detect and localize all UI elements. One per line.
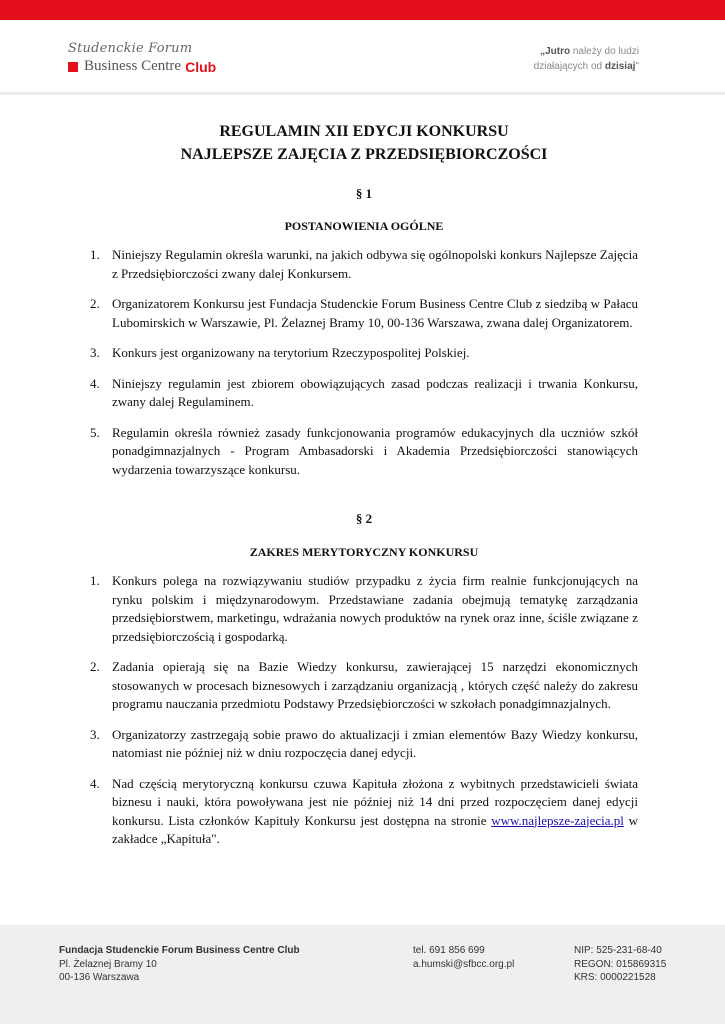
list-item: 2. Zadania opierają się na Bazie Wiedzy konkursu, zawierającej 15 narzędzi ekonomicznych stosowanych w procesach biznesowych i zarządzaniu organizacją , których część należy do zakresu programu nauczania przedmiotu Podstawy Przedsiębiorczości w szkołach ponadgimnazjalnych. [90,659,638,711]
footer-address [59,944,300,985]
list-item: 5. Regulamin określa również zasady funkcjonowania programów edukacyjnych dla uczniów szkół ponadgimnazjalnych - Program Ambasadorski i Akademia Przedsiębiorczości stanowiących wydarzenia towarzyszące konkursu. [90,424,638,477]
logo-script-text: Studenckie Forum [68,41,193,56]
logo-red-square [68,62,78,72]
document-body [90,120,638,849]
slogan-bold-2: dzisiaj [604,61,636,72]
section-2-heading: ZAKRES MERYTORYCZNY KONKURSU [249,545,479,559]
list-item: 3. Organizatorzy zastrzegają sobie prawo do aktualizacji i zmian elementów Bazy Wiedzy konkursu, natomiast nie później niż w dniu rozpoczęcia danej edycji. [90,726,638,760]
top-red-bar [0,0,725,20]
list-item: 4. Nad częścią merytoryczną konkursu czuwa Kapituła złożona z wybitnych przedstawicieli świata biznesu i nauki, która powoływana jest nie później niż 14 dni przed rozpoczęciem danej edycji konkursu. Lista członków Kapituły Konkursu jest dostępna na stronie www.najlepsze-zajecia.pl w zakładce „Kapituła". [90,775,639,846]
sfbcc-logo [68,42,216,75]
page-header [0,20,725,92]
footer-regon: REGON: 015869315 [574,958,667,970]
doc-title-line-2: NAJLEPSZE ZAJĘCIA Z PRZEDSIĘBIORCZOŚCI [180,146,548,163]
section-1-heading: POSTANOWIENIA OGÓLNE [284,219,444,233]
footer-email[interactable]: a.humski@sfbcc.org.pl [413,958,515,970]
kapitula-link[interactable]: www.najlepsze-zajecia.pl [491,812,624,828]
footer-nip: NIP: 525-231-68-40 [574,945,662,956]
doc-title-line-1: REGULAMIN XII EDYCJI KONKURSU [219,123,509,140]
footer-org-name: Fundacja Studenckie Forum Business Centre Club [59,945,300,956]
slogan [534,44,639,74]
slogan-bold-1: „Jutro [540,46,571,57]
list-item: 4. Niniejszy regulamin jest zbiorem obowiązujących zasad podczas realizacji i trwania Konkursu, zwany dalej Regulaminem. [90,375,638,409]
footer-city: 00-136 Warszawa [59,972,140,983]
slogan-rest-1: należy do ludzi [570,46,639,57]
section-2-list [90,572,638,849]
logo-club-text: Club [185,58,217,75]
list-item: 2. Organizatorem Konkursu jest Fundacja Studenckie Forum Business Centre Club z siedzibą w Pałacu Lubomirskich w Warszawie, Pl. Żelaznej Bramy 10, 00-136 Warszawa, zwana dalej Organizatorem. [90,296,638,330]
slogan-end-2: " [635,61,639,72]
page-footer [0,925,725,1024]
footer-street: Pl. Żelaznej Bramy 10 [59,958,157,970]
section-1-symbol: § 1 [355,186,373,201]
footer-phone: tel. 691 856 699 [413,945,485,956]
list-item: 1. Konkurs polega na rozwiązywaniu studiów przypadku z życia firm realnie funkcjonujących na rynku polskim i międzynarodowym. Przedstawiane zadania obejmują tematykę zarządzania przedsiębiorstwem, marketingu, wdrażania nowych produktów na rynek oraz inne, ściśle związane z przedsiębiorczością i gospodarką. [90,573,638,644]
section-2-symbol: § 2 [355,511,373,526]
footer-registry [574,944,666,985]
header-divider [0,92,725,95]
logo-main-text: Business Centre [84,58,182,74]
footer-contact [413,944,514,971]
section-1-list [90,246,638,479]
list-item: 1. Niniejszy Regulamin określa warunki, na jakich odbywa się ogólnopolski konkurs Najlepsze Zajęcia z Przedsiębiorczości zwany dalej Konkursem. [90,247,638,281]
list-item: 3. Konkurs jest organizowany na terytorium Rzeczypospolitej Polskiej. [90,345,470,360]
footer-krs: KRS: 0000221528 [574,972,656,983]
slogan-pre-2: działających od [533,61,605,72]
